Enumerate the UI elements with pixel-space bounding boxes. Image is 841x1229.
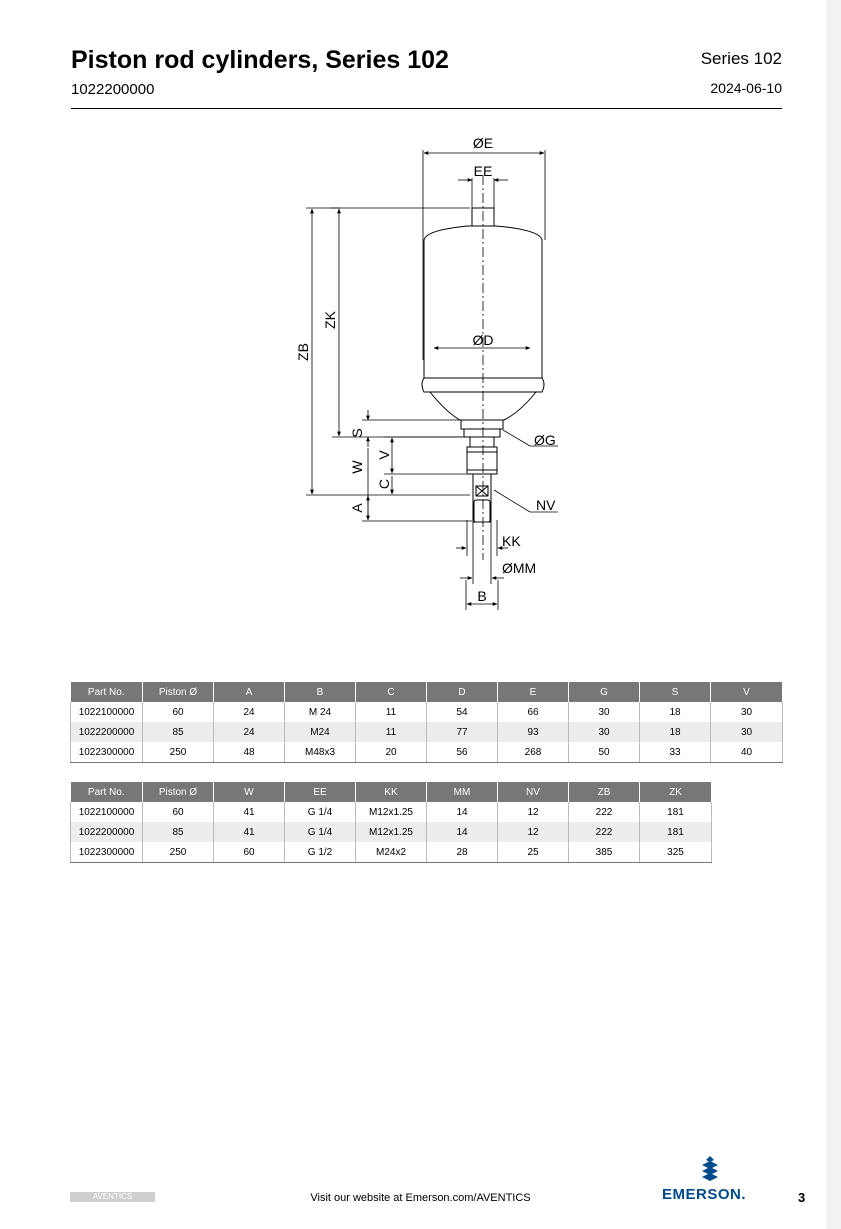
column-header: Part No. bbox=[71, 682, 143, 702]
table-row bbox=[71, 802, 712, 822]
column-header: G bbox=[569, 682, 640, 702]
label-omm: ØMM bbox=[502, 560, 537, 576]
table-cell: G 1/2 bbox=[285, 842, 356, 863]
label-zb: ZB bbox=[295, 343, 311, 361]
table-cell: 20 bbox=[356, 742, 427, 763]
table-cell: M12x1.25 bbox=[356, 802, 427, 822]
table-cell: 1022100000 bbox=[71, 702, 143, 722]
table-cell: M24 bbox=[285, 722, 356, 742]
table-cell: 41 bbox=[214, 802, 285, 822]
part-number: 1022200000 bbox=[71, 81, 155, 98]
label-og: ØG bbox=[534, 432, 556, 448]
table-row bbox=[71, 822, 712, 842]
label-b: B bbox=[477, 588, 487, 604]
table-cell: 30 bbox=[711, 702, 783, 722]
table-cell: 1022300000 bbox=[71, 742, 143, 763]
dimension-table-1 bbox=[70, 682, 783, 763]
table-cell: G 1/4 bbox=[285, 802, 356, 822]
page-edge bbox=[826, 0, 841, 1229]
table-cell: 325 bbox=[640, 842, 712, 863]
table-cell: 1022200000 bbox=[71, 822, 143, 842]
table-cell: 12 bbox=[498, 822, 569, 842]
table-cell: 181 bbox=[640, 822, 712, 842]
table-cell: 93 bbox=[498, 722, 569, 742]
table-cell: 222 bbox=[569, 802, 640, 822]
column-header: EE bbox=[285, 782, 356, 802]
table-cell: 33 bbox=[640, 742, 711, 763]
aventics-brand-bar: AVENTICS bbox=[70, 1192, 155, 1202]
table-cell: 66 bbox=[498, 702, 569, 722]
table-cell: 1022200000 bbox=[71, 722, 143, 742]
table-cell: 56 bbox=[427, 742, 498, 763]
column-header: NV bbox=[498, 782, 569, 802]
label-zk: ZK bbox=[322, 311, 338, 329]
table-cell: 18 bbox=[640, 722, 711, 742]
table-cell: 12 bbox=[498, 802, 569, 822]
table-cell: 25 bbox=[498, 842, 569, 863]
table-cell: 222 bbox=[569, 822, 640, 842]
table-row bbox=[71, 702, 783, 722]
column-header: ZK bbox=[640, 782, 712, 802]
table-cell: 268 bbox=[498, 742, 569, 763]
label-nv: NV bbox=[536, 497, 556, 513]
table-cell: 24 bbox=[214, 722, 285, 742]
table-cell: 41 bbox=[214, 822, 285, 842]
label-v: V bbox=[376, 450, 392, 460]
column-header: Piston Ø bbox=[143, 782, 214, 802]
page-title: Piston rod cylinders, Series 102 bbox=[71, 46, 449, 74]
table-cell: 30 bbox=[569, 722, 640, 742]
document-date: 2024-06-10 bbox=[710, 80, 782, 96]
column-header: C bbox=[356, 682, 427, 702]
table-cell: 250 bbox=[143, 842, 214, 863]
column-header: V bbox=[711, 682, 783, 702]
table-header-row bbox=[71, 782, 712, 802]
column-header: MM bbox=[427, 782, 498, 802]
label-c: C bbox=[376, 478, 392, 490]
footer-website-text[interactable]: Visit our website at Emerson.com/AVENTICS bbox=[310, 1192, 531, 1204]
emerson-wordmark: EMERSON. bbox=[662, 1186, 747, 1203]
table-cell: 40 bbox=[711, 742, 783, 763]
table-cell: 77 bbox=[427, 722, 498, 742]
table-cell: 85 bbox=[143, 722, 214, 742]
column-header: W bbox=[214, 782, 285, 802]
label-oe: ØE bbox=[472, 135, 494, 151]
table-cell: 11 bbox=[356, 702, 427, 722]
table-cell: 250 bbox=[143, 742, 214, 763]
table-cell: 60 bbox=[214, 842, 285, 863]
dimension-table-2 bbox=[70, 782, 712, 863]
table-row bbox=[71, 842, 712, 863]
table-cell: 14 bbox=[427, 802, 498, 822]
column-header: A bbox=[214, 682, 285, 702]
table-cell: 181 bbox=[640, 802, 712, 822]
label-od: ØD bbox=[472, 332, 494, 348]
column-header: E bbox=[498, 682, 569, 702]
table-cell: 60 bbox=[143, 702, 214, 722]
table-cell: M48x3 bbox=[285, 742, 356, 763]
header-divider bbox=[71, 108, 782, 109]
table-cell: 24 bbox=[214, 702, 285, 722]
table-row bbox=[71, 722, 783, 742]
table-cell: 1022300000 bbox=[71, 842, 143, 863]
label-s: S bbox=[349, 428, 365, 438]
label-a: A bbox=[349, 503, 365, 513]
table-cell: M 24 bbox=[285, 702, 356, 722]
dimension-drawing bbox=[280, 130, 580, 620]
label-kk: KK bbox=[502, 533, 521, 549]
table-cell: 18 bbox=[640, 702, 711, 722]
column-header: ZB bbox=[569, 782, 640, 802]
table-cell: 50 bbox=[569, 742, 640, 763]
table-cell: 11 bbox=[356, 722, 427, 742]
page-number: 3 bbox=[798, 1190, 806, 1205]
table-cell: 1022100000 bbox=[71, 802, 143, 822]
table-cell: M24x2 bbox=[356, 842, 427, 863]
column-header: KK bbox=[356, 782, 427, 802]
table-cell: 28 bbox=[427, 842, 498, 863]
table-cell: 54 bbox=[427, 702, 498, 722]
label-w: W bbox=[349, 460, 365, 474]
table-cell: M12x1.25 bbox=[356, 822, 427, 842]
table-row bbox=[71, 742, 783, 763]
table-cell: 85 bbox=[143, 822, 214, 842]
table-header-row bbox=[71, 682, 783, 702]
table-cell: 14 bbox=[427, 822, 498, 842]
column-header: D bbox=[427, 682, 498, 702]
column-header: B bbox=[285, 682, 356, 702]
table-cell: 385 bbox=[569, 842, 640, 863]
series-label: Series 102 bbox=[700, 49, 782, 68]
table-cell: 30 bbox=[711, 722, 783, 742]
table-cell: G 1/4 bbox=[285, 822, 356, 842]
column-header: Part No. bbox=[71, 782, 143, 802]
column-header: Piston Ø bbox=[143, 682, 214, 702]
table-cell: 48 bbox=[214, 742, 285, 763]
column-header: S bbox=[640, 682, 711, 702]
table-cell: 60 bbox=[143, 802, 214, 822]
table-cell: 30 bbox=[569, 702, 640, 722]
label-ee: EE bbox=[473, 163, 493, 179]
